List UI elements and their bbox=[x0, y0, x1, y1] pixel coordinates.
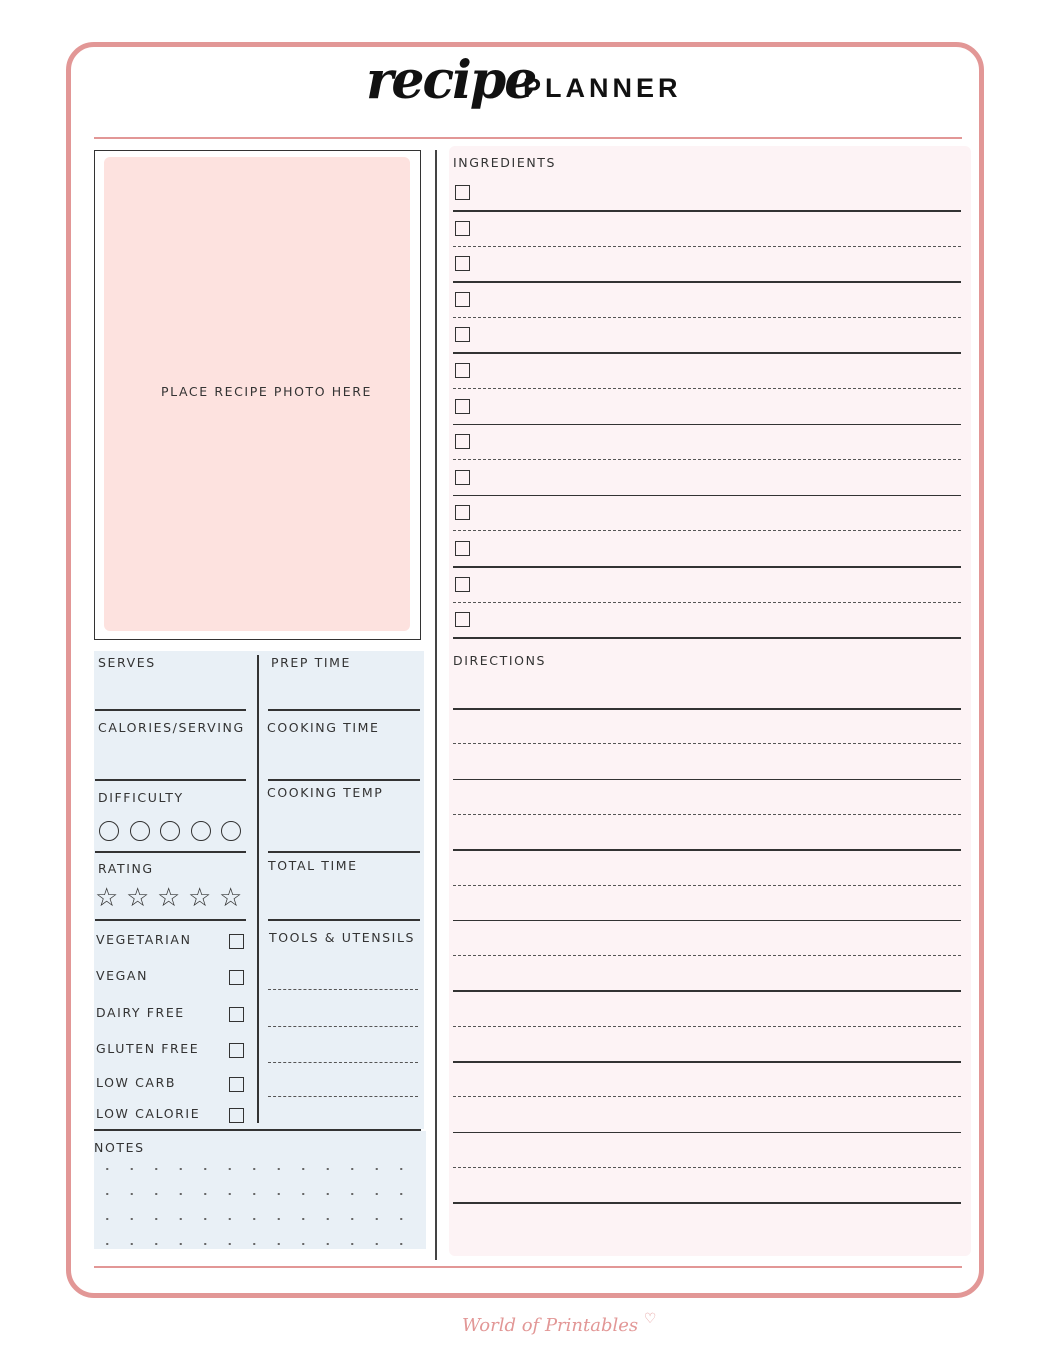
ingredient-checkbox[interactable] bbox=[455, 363, 470, 378]
serves-label: SERVES bbox=[98, 655, 156, 670]
rating-star-icon[interactable]: ☆ bbox=[219, 883, 243, 913]
column-divider bbox=[435, 150, 437, 1260]
diet-checkbox[interactable] bbox=[229, 1108, 244, 1123]
ingredient-checkbox[interactable] bbox=[455, 470, 470, 485]
ingredient-checkbox[interactable] bbox=[455, 505, 470, 520]
heart-icon: ♡ bbox=[643, 1311, 657, 1327]
ingredient-line[interactable] bbox=[453, 210, 961, 212]
ingredient-checkbox[interactable] bbox=[455, 221, 470, 236]
ingredient-line[interactable] bbox=[453, 317, 961, 318]
ingredient-checkbox[interactable] bbox=[455, 434, 470, 449]
ingredient-line[interactable] bbox=[453, 566, 961, 568]
direction-line[interactable] bbox=[453, 920, 961, 922]
ingredient-checkbox[interactable] bbox=[455, 292, 470, 307]
ingredient-line[interactable] bbox=[453, 388, 961, 389]
ingredient-checkbox[interactable] bbox=[455, 399, 470, 414]
rating-star-icon[interactable]: ☆ bbox=[126, 883, 150, 913]
total-time-line[interactable] bbox=[268, 919, 420, 921]
diet-label: GLUTEN FREE bbox=[96, 1041, 200, 1056]
direction-line[interactable] bbox=[453, 1026, 961, 1027]
rating-star-icon[interactable]: ☆ bbox=[157, 883, 181, 913]
direction-line[interactable] bbox=[453, 1096, 961, 1097]
footer-divider bbox=[94, 1266, 962, 1268]
difficulty-circle[interactable] bbox=[130, 821, 150, 841]
difficulty-circle[interactable] bbox=[191, 821, 211, 841]
rating-star-icon[interactable]: ☆ bbox=[188, 883, 212, 913]
tools-label: TOOLS & UTENSILS bbox=[269, 930, 416, 945]
ingredient-checkbox[interactable] bbox=[455, 541, 470, 556]
rating-label: RATING bbox=[98, 861, 154, 876]
prep-time-label: PREP TIME bbox=[271, 655, 352, 670]
direction-line[interactable] bbox=[453, 814, 961, 815]
cooking-temp-label: COOKING TEMP bbox=[267, 785, 384, 800]
direction-line[interactable] bbox=[453, 1167, 961, 1168]
notes-dot-row[interactable] bbox=[95, 1193, 420, 1195]
direction-line[interactable] bbox=[453, 1202, 961, 1204]
direction-line[interactable] bbox=[453, 990, 961, 992]
rating-line bbox=[95, 919, 246, 921]
diet-checkbox[interactable] bbox=[229, 970, 244, 985]
direction-line[interactable] bbox=[453, 779, 961, 781]
difficulty-circle[interactable] bbox=[160, 821, 180, 841]
diet-checkbox[interactable] bbox=[229, 1077, 244, 1092]
notes-dot-row[interactable] bbox=[95, 1243, 420, 1245]
ingredient-checkbox[interactable] bbox=[455, 185, 470, 200]
ingredient-line[interactable] bbox=[453, 637, 961, 639]
info-column-divider bbox=[257, 655, 259, 1123]
ingredient-checkbox[interactable] bbox=[455, 327, 470, 342]
ingredient-line[interactable] bbox=[453, 459, 961, 460]
total-time-label: TOTAL TIME bbox=[268, 858, 358, 873]
list-panel-bg bbox=[449, 146, 971, 1256]
ingredients-label: INGREDIENTS bbox=[453, 155, 557, 170]
directions-label: DIRECTIONS bbox=[453, 653, 547, 668]
diet-checkbox[interactable] bbox=[229, 1007, 244, 1022]
ingredient-line[interactable] bbox=[453, 352, 961, 354]
direction-line[interactable] bbox=[453, 955, 961, 956]
calories-line[interactable] bbox=[95, 779, 246, 781]
diet-label: VEGETARIAN bbox=[96, 932, 192, 947]
notes-label: NOTES bbox=[94, 1140, 145, 1155]
diet-checkbox[interactable] bbox=[229, 934, 244, 949]
cooking-time-line[interactable] bbox=[268, 779, 420, 781]
difficulty-circle[interactable] bbox=[221, 821, 241, 841]
diet-label: LOW CARB bbox=[96, 1075, 177, 1090]
title-planner: PLANNER bbox=[523, 73, 682, 103]
title-script: recipe bbox=[366, 50, 536, 111]
notes-divider bbox=[94, 1129, 421, 1131]
rating-star-icon[interactable]: ☆ bbox=[95, 883, 119, 913]
serves-line[interactable] bbox=[95, 709, 246, 711]
notes-dot-row[interactable] bbox=[95, 1168, 420, 1170]
difficulty-line bbox=[95, 851, 246, 853]
diet-label: DAIRY FREE bbox=[96, 1005, 185, 1020]
ingredient-line[interactable] bbox=[453, 602, 961, 603]
brand-logo bbox=[462, 1311, 657, 1336]
ingredient-checkbox[interactable] bbox=[455, 577, 470, 592]
notes-dot-row[interactable] bbox=[95, 1218, 420, 1220]
difficulty-circle[interactable] bbox=[99, 821, 119, 841]
direction-line[interactable] bbox=[453, 708, 961, 710]
ingredient-checkbox[interactable] bbox=[455, 256, 470, 271]
cooking-temp-line[interactable] bbox=[268, 851, 420, 853]
ingredient-checkbox[interactable] bbox=[455, 612, 470, 627]
diet-label: VEGAN bbox=[96, 968, 149, 983]
ingredient-line[interactable] bbox=[453, 495, 961, 497]
header-divider bbox=[94, 137, 962, 139]
ingredient-line[interactable] bbox=[453, 246, 961, 247]
tools-line[interactable] bbox=[268, 989, 418, 990]
calories-label: CALORIES/SERVING bbox=[98, 720, 245, 735]
ingredient-line[interactable] bbox=[453, 424, 961, 426]
cooking-time-label: COOKING TIME bbox=[267, 720, 380, 735]
difficulty-label: DIFFICULTY bbox=[98, 790, 184, 805]
ingredient-line[interactable] bbox=[453, 530, 961, 531]
direction-line[interactable] bbox=[453, 1132, 961, 1134]
brand-name: World of Printables bbox=[462, 1315, 639, 1336]
diet-checkbox[interactable] bbox=[229, 1043, 244, 1058]
photo-placeholder-text: PLACE RECIPE PHOTO HERE bbox=[161, 384, 373, 399]
prep-time-line[interactable] bbox=[268, 709, 420, 711]
direction-line[interactable] bbox=[453, 885, 961, 886]
tools-line[interactable] bbox=[268, 1026, 418, 1027]
direction-line[interactable] bbox=[453, 743, 961, 744]
tools-line[interactable] bbox=[268, 1062, 418, 1063]
diet-label: LOW CALORIE bbox=[96, 1106, 201, 1121]
tools-line[interactable] bbox=[268, 1096, 418, 1097]
direction-line[interactable] bbox=[453, 849, 961, 851]
direction-line[interactable] bbox=[453, 1061, 961, 1063]
ingredient-line[interactable] bbox=[453, 281, 961, 283]
